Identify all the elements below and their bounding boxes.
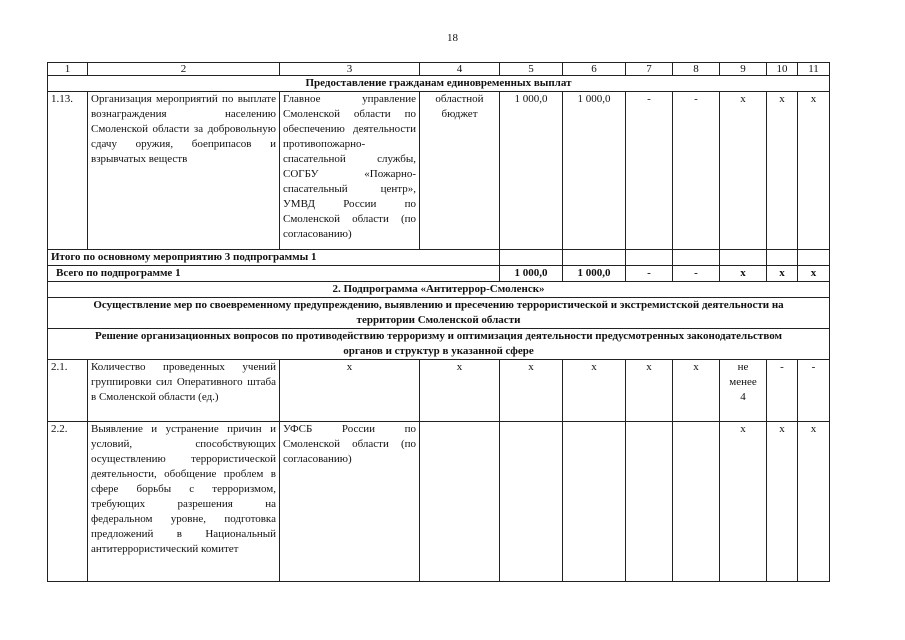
section1-heading: Предоставление гражданам единовременных выплат	[48, 76, 830, 92]
year1-amount: 1 000,0	[563, 92, 626, 250]
indicator-3: х	[798, 92, 830, 250]
table-row	[48, 422, 830, 582]
executor: Главное управление Смоленской области по обеспечению деятельности противопожарно-спасательной службы, СОГБУ «Пожарно-спасательный центр», УМВД России по Смоленской области (по согласованию)	[280, 92, 420, 250]
page-number: 18	[447, 32, 458, 44]
cell-col7: х	[626, 360, 673, 422]
executor: УФСБ России по Смоленской области (по согласованию)	[280, 422, 420, 582]
task-heading-row	[48, 329, 830, 360]
indicator-1: х	[720, 422, 767, 582]
itogo-row	[48, 250, 830, 266]
cell-col11: -	[798, 360, 830, 422]
vsego-label: Всего по подпрограмме 1	[48, 266, 500, 282]
table-row	[48, 360, 830, 422]
row-number: 1.13.	[48, 92, 88, 250]
row-number: 2.2.	[48, 422, 88, 582]
vsego-total: 1 000,0	[500, 266, 563, 282]
indicator-1: х	[720, 92, 767, 250]
cell-col9: не менее 4	[720, 360, 767, 422]
cell-col4: х	[420, 360, 500, 422]
col-number-2: 2	[88, 63, 280, 76]
subprogram-heading-row	[48, 282, 830, 298]
col-number-6: 6	[563, 63, 626, 76]
funding-source: областной бюджет	[420, 92, 500, 250]
cell-col8: х	[673, 360, 720, 422]
cell-col10: -	[767, 360, 798, 422]
col-number-10: 10	[767, 63, 798, 76]
indicator-name: Количество проведенных учений группировки сил Оперативного штаба в Смоленской области (ед.)	[88, 360, 280, 422]
indicator-2: х	[767, 92, 798, 250]
vsego-year3: -	[673, 266, 720, 282]
subprogram2-heading: 2. Подпрограмма «Антитеррор-Смоленск»	[48, 282, 830, 298]
vsego-indicator-3: х	[798, 266, 830, 282]
column-number-row	[48, 63, 830, 76]
col-number-11: 11	[798, 63, 830, 76]
total-amount: 1 000,0	[500, 92, 563, 250]
goal-heading: Осуществление мер по своевременному предупреждению, выявлению и пресечению террористической и экстремистской деятельности на территории Смоленской области	[48, 298, 830, 329]
col-number-8: 8	[673, 63, 720, 76]
measure-name: Выявление и устранение причин и условий, способствующих осуществлению террористической деятельности, обобщение проблем в сфере борьбы с терроризмом, требующих разрешения на федеральном уровне, подготовка предложений в Национальный антитеррористический комитет	[88, 422, 280, 582]
year3-amount: -	[673, 92, 720, 250]
indicator-3: х	[798, 422, 830, 582]
vsego-row	[48, 266, 830, 282]
measure-name: Организация мероприятий по выплате вознаграждения населению Смоленской области за добровольную сдачу оружия, боеприпасов и взрывчатых веществ	[88, 92, 280, 250]
col-number-9: 9	[720, 63, 767, 76]
itogo-label: Итого по основному мероприятию 3 подпрограммы 1	[48, 250, 500, 266]
year2-amount: -	[626, 92, 673, 250]
table-row	[48, 92, 830, 250]
vsego-indicator-1: х	[720, 266, 767, 282]
vsego-year2: -	[626, 266, 673, 282]
col-number-5: 5	[500, 63, 563, 76]
vsego-year1: 1 000,0	[563, 266, 626, 282]
vsego-indicator-2: х	[767, 266, 798, 282]
indicator-2: х	[767, 422, 798, 582]
program-table	[47, 62, 830, 582]
col-number-1: 1	[48, 63, 88, 76]
col-number-4: 4	[420, 63, 500, 76]
cell-col3: х	[280, 360, 420, 422]
task-heading: Решение организационных вопросов по противодействию терроризму и оптимизация деятельности предусмотренных законодательством органов и структур в указанной сфере	[48, 329, 830, 360]
cell-col5: х	[500, 360, 563, 422]
col-number-3: 3	[280, 63, 420, 76]
cell-col6: х	[563, 360, 626, 422]
row-number: 2.1.	[48, 360, 88, 422]
goal-heading-row	[48, 298, 830, 329]
section-heading-row	[48, 76, 830, 92]
col-number-7: 7	[626, 63, 673, 76]
